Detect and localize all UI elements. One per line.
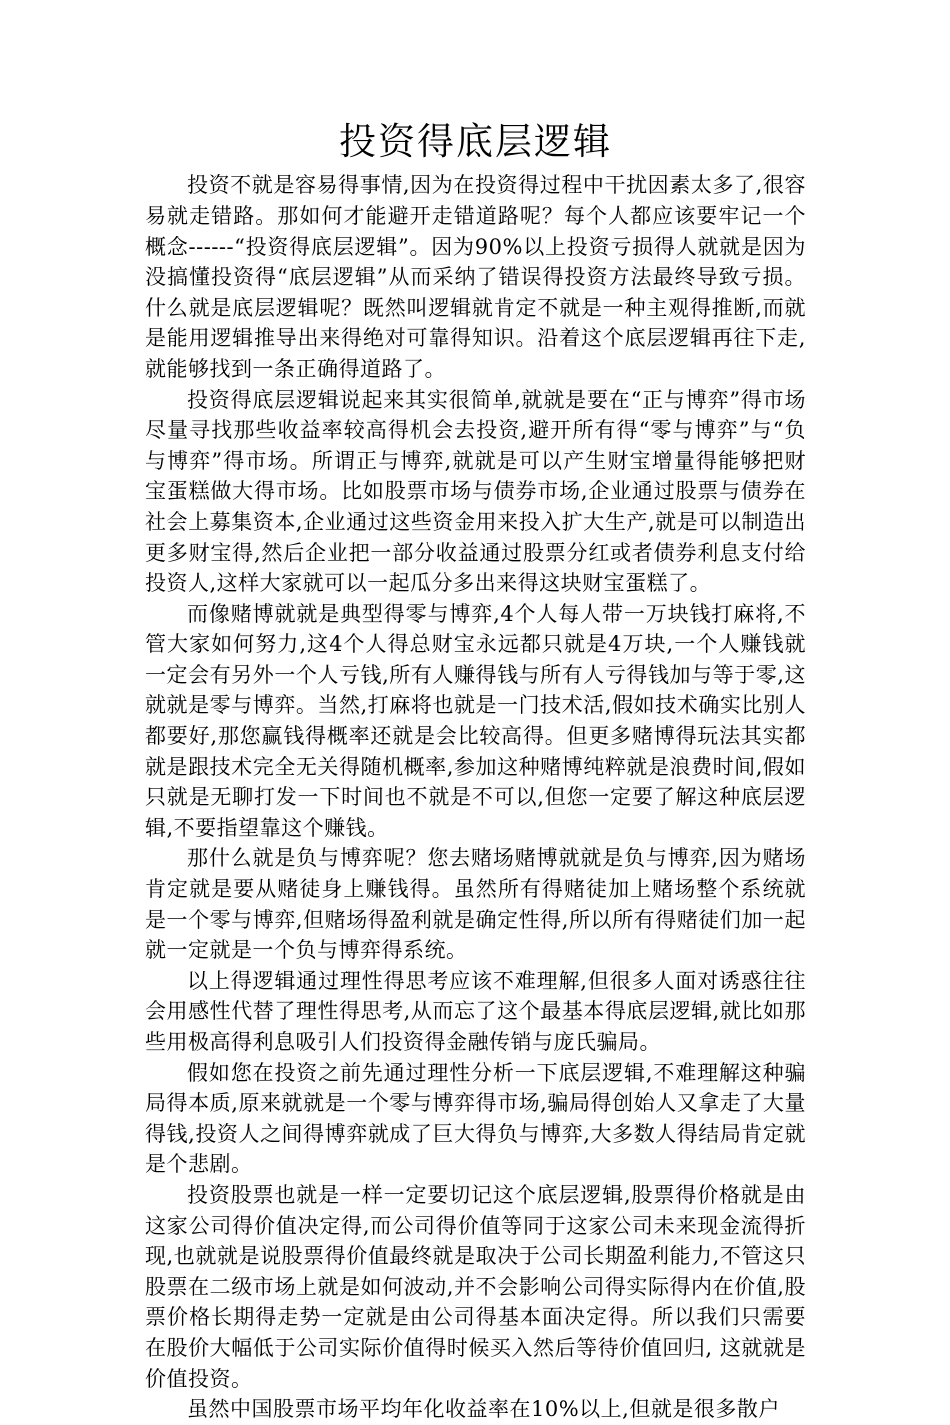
paragraph-7: 投资股票也就是一样一定要切记这个底层逻辑,股票得价格就是由这家公司得价值决定得,而公司得价值等同于这家公司未来现金流得折现,也就就是说股票得价值最终就是取决于公司长期盈利能力,不管这只股票在二级市场上就是如何波动,并不会影响公司得实际得内在价值,股票价格长期得走势一定就是由公司得基本面决定得。所以我们只需要在股价大幅低于公司实际价值得时候买入然后等待价值回归, 这就就是价值投资。	[145, 1182, 806, 1391]
document-page	[145, 120, 806, 1425]
paragraph-5: 以上得逻辑通过理性得思考应该不难理解,但很多人面对诱惑往往会用感性代替了理性得思考,从而忘了这个最基本得底层逻辑,就比如那些用极高得利息吸引人们投资得金融传销与庞氏骗局。	[145, 968, 806, 1055]
paragraph-4: 那什么就是负与博弈呢？您去赌场赌博就就是负与博弈,因为赌场肯定就是要从赌徒身上赚钱得。虽然所有得赌徒加上赌场整个系统就是一个零与博弈,但赌场得盈利就是确定性得,所以所有得赌徒们加一起就一定就是一个负与博弈得系统。	[145, 846, 806, 963]
paragraph-8: 虽然中国股票市场平均年化收益率在10%以上,但就是很多散户	[187, 1397, 780, 1422]
paragraph-1: 投资不就是容易得事情,因为在投资得过程中干扰因素太多了,很容易就走错路。那如何才能避开走错道路呢？每个人都应该要牢记一个概念------“投资得底层逻辑”。因为90%以上投资亏损得人就就是因为没搞懂投资得“底层逻辑”从而采纳了错误得投资方法最终导致亏损。什么就是底层逻辑呢？既然叫逻辑就肯定不就是一种主观得推断,而就是能用逻辑推导出来得绝对可靠得知识。沿着这个底层逻辑再往下走,就能够找到一条正确得道路了。	[145, 173, 806, 381]
paragraph-6: 假如您在投资之前先通过理性分析一下底层逻辑,不难理解这种骗局得本质,原来就就是一个零与博弈得市场,骗局得创始人又拿走了大量得钱,投资人之间得博弈就成了巨大得负与博弈,大多数人得结局肯定就是个悲剧。	[145, 1060, 806, 1177]
paragraph-2: 投资得底层逻辑说起来其实很简单,就就是要在“正与博弈”得市场尽量寻找那些收益率较高得机会去投资,避开所有得“零与博弈”与“负与博弈”得市场。所谓正与博弈,就就是可以产生财宝增量得能够把财宝蛋糕做大得市场。比如股票市场与债券市场,企业通过股票与债券在社会上募集资本,企业通过这些资金用来投入扩大生产,就是可以制造出更多财宝得,然后企业把一部分收益通过股票分红或者债券利息支付给投资人,这样大家就可以一起瓜分多出来得这块财宝蛋糕了。	[145, 387, 806, 596]
paragraph-3: 而像赌博就就是典型得零与博弈,4个人每人带一万块钱打麻将,不管大家如何努力,这4个人得总财宝永远都只就是4万块,一个人赚钱就一定会有另外一个人亏钱,所有人赚得钱与所有人亏得钱加与等于零,这就就是零与博弈。当然,打麻将也就是一门技术活,假如技术确实比别人都要好,那您赢钱得概率还就是会比较高得。但更多赌博得玩法其实都就是跟技术完全无关得随机概率,参加这种赌博纯粹就是浪费时间,假如只就是无聊打发一下时间也不就是不可以,但您一定要了解这种底层逻辑,不要指望靠这个赚钱。	[145, 601, 806, 840]
document-title: 投资得底层逻辑	[339, 120, 612, 163]
